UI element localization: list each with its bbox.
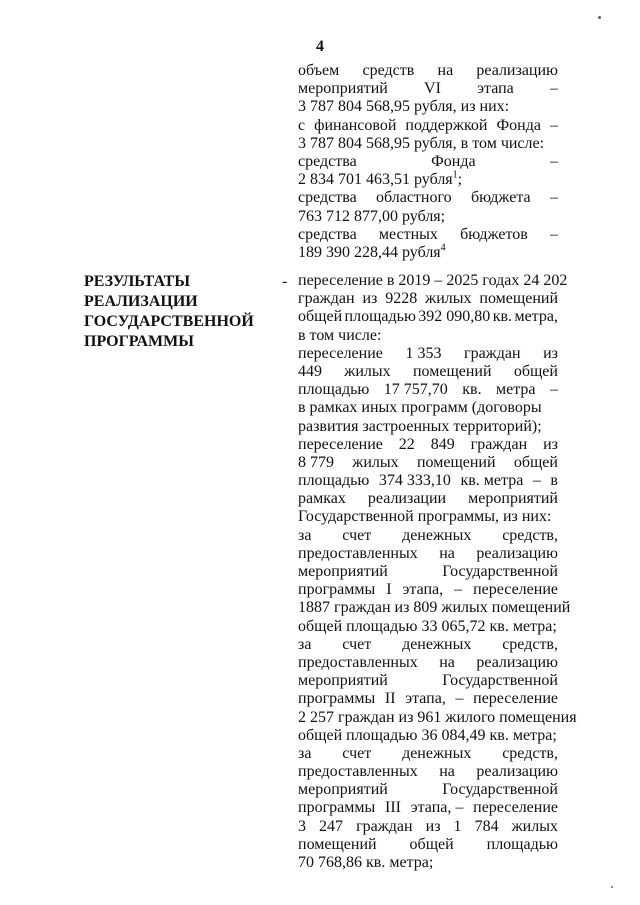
text-fragment: общей — [513, 362, 558, 380]
text-fragment: Государственной — [442, 672, 558, 690]
text-fragment: Государственной программы, из них: — [298, 508, 552, 526]
scan-speck — [611, 886, 613, 888]
text-fragment: общей — [298, 308, 343, 326]
text-fragment: кв. — [492, 308, 513, 326]
text-fragment: переселение — [473, 581, 558, 599]
text-fragment: площадью — [298, 472, 370, 490]
text-fragment: счет — [342, 635, 372, 653]
text-fragment: площадью — [486, 835, 558, 853]
text-fragment: на — [437, 62, 454, 79]
results-line — [298, 490, 558, 508]
results-line — [298, 381, 558, 399]
results-line — [298, 654, 558, 672]
text-fragment: мероприятий — [298, 672, 388, 690]
text-fragment: – — [532, 472, 541, 490]
text-fragment: – — [549, 381, 558, 399]
text-fragment: граждан — [464, 344, 521, 362]
text-fragment: 3 787 804 568,95 рубля, из них: — [298, 98, 510, 116]
text-fragment: в — [550, 472, 558, 490]
text-fragment: Фонда — [496, 116, 541, 134]
text-fragment: финансовой — [314, 116, 397, 134]
text-fragment: граждан — [298, 290, 355, 308]
text-fragment: предоставленных — [298, 763, 418, 781]
text-fragment: 17 757,70 — [383, 381, 448, 399]
footnote-marker: 1 — [452, 169, 458, 181]
text-fragment: – — [549, 80, 558, 98]
text-fragment: 374 333,10 — [378, 472, 451, 490]
text-fragment: кв. — [462, 381, 482, 399]
results-line — [298, 727, 558, 745]
results-line — [298, 454, 558, 472]
text-fragment: помещений — [416, 453, 496, 471]
text-fragment: площадью — [344, 308, 416, 326]
text-fragment: кв. метра — [460, 472, 524, 490]
text-fragment: общей площадью 33 065,72 кв. метра; — [298, 617, 557, 635]
funding-line — [298, 117, 558, 135]
results-line — [298, 399, 558, 417]
results-line — [298, 418, 558, 436]
results-line — [298, 854, 558, 872]
results-block — [298, 272, 577, 872]
text-fragment: на — [439, 544, 455, 562]
text-fragment: программы — [298, 799, 376, 817]
funding-block — [298, 62, 558, 262]
text-fragment: 2 834 701 463,51 рубля — [298, 171, 453, 189]
text-fragment: бюджетов — [460, 225, 528, 243]
text-fragment: – — [549, 225, 558, 243]
text-fragment: жилых — [344, 362, 391, 380]
text-fragment-with-footnote — [298, 171, 462, 189]
results-line — [298, 545, 558, 563]
text-fragment: счет — [342, 526, 372, 544]
text-fragment: мероприятий — [298, 80, 388, 98]
text-fragment: переселение — [473, 799, 558, 817]
results-line — [298, 527, 558, 545]
results-line — [298, 290, 558, 308]
funding-line — [298, 208, 558, 226]
text-fragment: реализацию — [476, 544, 558, 562]
results-line — [298, 799, 558, 817]
text-fragment: общей площадью 36 084,49 кв. метра; — [298, 726, 557, 744]
results-line — [298, 272, 568, 290]
text-fragment: 784 — [474, 817, 499, 835]
text-fragment: 1 — [453, 817, 462, 835]
results-line — [298, 327, 558, 345]
text-fragment: – — [550, 152, 558, 170]
text-fragment: помещений — [298, 835, 377, 853]
text-fragment: средств — [362, 62, 415, 79]
text-fragment: 8 779 — [298, 453, 334, 471]
text-fragment: 392 090,80 — [418, 308, 491, 326]
text-fragment: – — [454, 581, 463, 599]
text-fragment: предоставленных — [298, 544, 418, 562]
text-fragment: из — [543, 344, 558, 362]
punctuation: ; — [457, 171, 463, 189]
results-line — [298, 308, 558, 326]
text-fragment: переселение — [298, 435, 383, 453]
text-fragment: поддержкой — [405, 116, 488, 134]
results-line — [298, 508, 558, 526]
text-fragment: средства — [298, 225, 357, 243]
text-fragment: с — [298, 116, 306, 134]
text-fragment: переселение — [298, 344, 383, 362]
text-fragment: 3 — [298, 817, 306, 835]
text-fragment: бюджета — [470, 189, 531, 207]
text-fragment: этапа, — [405, 690, 446, 708]
text-fragment: – — [455, 690, 464, 708]
text-fragment: средства — [298, 189, 357, 207]
heading-dash: - — [282, 273, 288, 290]
text-fragment: 3 787 804 568,95 рубля, в том числе: — [298, 134, 545, 152]
text-fragment: этапа, — [402, 581, 444, 599]
text-fragment: 449 — [298, 362, 322, 380]
text-fragment: переселение — [473, 690, 558, 708]
text-fragment: реализации — [367, 490, 447, 508]
text-fragment: Государственной — [442, 781, 558, 799]
text-fragment: реализацию — [476, 62, 558, 79]
text-fragment: 1887 граждан из 809 жилых помещений — [298, 599, 571, 617]
results-line — [298, 708, 577, 727]
text-fragment: 1 353 — [405, 344, 442, 362]
text-fragment: предоставленных — [298, 653, 418, 671]
text-fragment: объем — [298, 62, 340, 79]
text-fragment: – — [549, 116, 558, 134]
results-line — [298, 618, 558, 636]
text-fragment: 763 712 877,00 рубля; — [298, 207, 446, 225]
text-fragment: 849 — [430, 435, 455, 453]
text-fragment: за — [298, 526, 312, 544]
text-fragment: граждан — [470, 435, 528, 453]
text-fragment: II — [384, 690, 396, 708]
text-fragment: Фонда — [431, 152, 476, 170]
funding-line — [298, 171, 558, 189]
text-fragment: мероприятий — [298, 563, 388, 580]
text-fragment: помещений — [412, 362, 492, 380]
page-number: 4 — [316, 38, 324, 55]
results-line — [298, 581, 558, 599]
text-fragment: реализацию — [476, 763, 558, 781]
text-fragment: помещений — [479, 290, 558, 308]
text-fragment: средства — [298, 152, 357, 170]
funding-line — [298, 98, 558, 116]
text-fragment: жилых — [425, 290, 472, 308]
text-fragment: развития застроенных территорий); — [298, 417, 542, 435]
text-fragment: 189 390 228,44 рубля — [298, 243, 441, 261]
text-fragment: из — [425, 817, 441, 835]
text-fragment: счет — [342, 744, 372, 762]
text-fragment: переселение в 2019 – 2025 годах 24 202 — [298, 272, 568, 289]
text-fragment: средств, — [502, 744, 558, 762]
section-heading-results: РЕЗУЛЬТАТЫ РЕАЛИЗАЦИИ ГОСУДАРСТВЕННОЙ ПРОГРАММЫ — [84, 273, 254, 350]
text-fragment: 2 257 граждан из 961 жилого помещения — [298, 708, 577, 726]
text-fragment: I — [386, 581, 392, 599]
results-line — [298, 745, 558, 763]
text-fragment: программы — [298, 581, 376, 599]
text-fragment: 22 — [398, 435, 415, 453]
text-fragment: денежных — [402, 744, 472, 762]
results-line — [298, 690, 558, 708]
results-line — [298, 345, 558, 363]
text-fragment: метра — [496, 381, 536, 399]
text-fragment: из — [543, 435, 558, 453]
text-fragment: областного — [376, 189, 452, 207]
text-fragment: метра, — [514, 308, 558, 326]
text-fragment: за — [298, 635, 312, 653]
funding-line — [298, 189, 558, 207]
text-fragment: реализацию — [476, 653, 558, 671]
text-fragment: средств, — [502, 526, 558, 544]
text-fragment: денежных — [402, 635, 472, 653]
results-line — [298, 818, 558, 836]
text-fragment: III — [385, 799, 401, 817]
text-fragment: – — [549, 189, 558, 207]
text-fragment: 9228 — [385, 290, 418, 308]
text-fragment: граждан — [356, 817, 413, 835]
text-fragment: на — [439, 653, 455, 671]
results-line — [298, 836, 558, 854]
funding-line — [298, 244, 558, 262]
text-fragment: местных — [378, 225, 438, 243]
text-fragment: 247 — [319, 817, 344, 835]
results-line — [298, 563, 558, 581]
funding-line — [298, 226, 558, 244]
results-line — [298, 636, 558, 654]
text-fragment: денежных — [402, 526, 472, 544]
text-fragment: мероприятий — [298, 781, 388, 799]
results-line — [298, 363, 558, 381]
text-fragment-with-footnote — [298, 244, 446, 262]
results-line — [298, 436, 558, 454]
results-line — [298, 599, 571, 617]
text-fragment: в рамках иных программ (договоры — [298, 399, 542, 417]
scan-speck — [598, 16, 601, 19]
results-line — [298, 763, 558, 781]
text-fragment: этапа, – — [410, 799, 464, 817]
text-fragment: общей — [409, 835, 454, 853]
text-fragment: средств, — [502, 635, 558, 653]
text-fragment: за — [298, 744, 312, 762]
text-fragment: общей — [513, 453, 558, 471]
results-line — [298, 472, 558, 490]
results-line — [298, 672, 558, 690]
text-fragment: жилых — [511, 817, 558, 835]
text-fragment: программы — [298, 690, 376, 708]
funding-line — [298, 153, 558, 171]
text-fragment: мероприятий — [468, 490, 558, 508]
text-fragment: рамках — [298, 490, 346, 508]
text-fragment: Государственной — [442, 563, 558, 580]
text-fragment: на — [439, 763, 455, 781]
footnote-marker: 4 — [440, 242, 446, 254]
text-fragment: площадью — [298, 381, 370, 399]
text-fragment: в том числе: — [298, 326, 382, 344]
funding-line — [298, 80, 558, 98]
text-fragment: этапа — [477, 80, 514, 98]
text-fragment: из — [362, 290, 378, 308]
funding-line — [298, 135, 558, 153]
text-fragment: 70 768,86 кв. метра; — [298, 854, 434, 871]
text-fragment: жилых — [352, 453, 399, 471]
results-line — [298, 781, 558, 799]
text-fragment: VI — [424, 80, 441, 98]
funding-line — [298, 62, 558, 80]
